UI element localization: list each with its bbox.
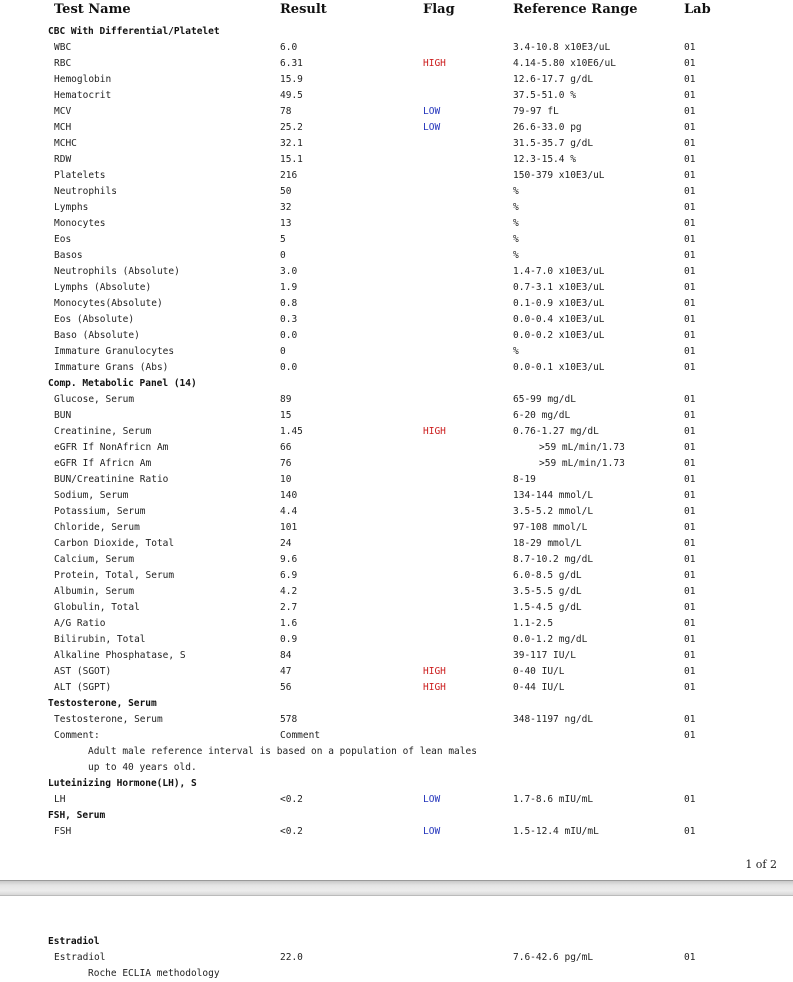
reference-range: 1.5-4.5 g/dL — [513, 602, 582, 613]
table-row — [0, 56, 793, 72]
table-row — [0, 408, 793, 424]
test-name: Potassium, Serum — [54, 506, 146, 517]
result-value: 15 — [280, 410, 292, 421]
table-row — [0, 600, 793, 616]
result-value: 216 — [280, 170, 298, 181]
table-row — [0, 792, 793, 808]
lab-code: 01 — [684, 74, 696, 85]
test-name: MCH — [54, 122, 72, 133]
reference-range: % — [513, 186, 519, 197]
comment-text: up to 40 years old. — [88, 762, 197, 773]
reference-range: 26.6-33.0 pg — [513, 122, 582, 133]
reference-range: 65-99 mg/dL — [513, 394, 576, 405]
comment-text: Adult male reference interval is based on a population of lean males — [88, 746, 477, 757]
flag: LOW — [423, 122, 441, 133]
test-name: Hemoglobin — [54, 74, 112, 85]
lab-code: 01 — [684, 952, 696, 963]
test-name: Chloride, Serum — [54, 522, 140, 533]
table-row — [0, 552, 793, 568]
header-lab: Lab — [684, 2, 711, 17]
test-name: Comment: — [54, 730, 100, 741]
table-row — [0, 168, 793, 184]
test-name: Testosterone, Serum — [54, 714, 163, 725]
table-row — [0, 328, 793, 344]
test-name: Platelets — [54, 170, 106, 181]
result-value: 84 — [280, 650, 292, 661]
test-name: FSH — [54, 826, 72, 837]
table-row — [0, 616, 793, 632]
table-row — [0, 264, 793, 280]
reference-range: 3.5-5.5 g/dL — [513, 586, 582, 597]
section-lh: Luteinizing Hormone(LH), S — [48, 778, 197, 789]
test-name: eGFR If NonAfricn Am — [54, 442, 169, 453]
lab-code: 01 — [684, 506, 696, 517]
reference-range: 18-29 mmol/L — [513, 538, 582, 549]
reference-range: 0-44 IU/L — [513, 682, 565, 693]
test-name: Basos — [54, 250, 83, 261]
table-row — [0, 824, 793, 840]
lab-code: 01 — [684, 458, 696, 469]
reference-range: 12.6-17.7 g/dL — [513, 74, 594, 85]
lab-code: 01 — [684, 202, 696, 213]
table-row — [0, 296, 793, 312]
reference-range: 0.1-0.9 x10E3/uL — [513, 298, 605, 309]
table-row — [0, 312, 793, 328]
result-value: 24 — [280, 538, 292, 549]
table-row — [0, 664, 793, 680]
reference-range: 1.4-7.0 x10E3/uL — [513, 266, 605, 277]
reference-range: % — [513, 218, 519, 229]
reference-range: 6-20 mg/dL — [513, 410, 571, 421]
lab-code: 01 — [684, 682, 696, 693]
test-name: Lymphs — [54, 202, 89, 213]
result-value: 101 — [280, 522, 298, 533]
flag: HIGH — [423, 682, 446, 693]
flag: HIGH — [423, 426, 446, 437]
reference-range: 1.5-12.4 mIU/mL — [513, 826, 599, 837]
table-row — [0, 536, 793, 552]
result-value: 578 — [280, 714, 298, 725]
test-name: A/G Ratio — [54, 618, 106, 629]
lab-code: 01 — [684, 794, 696, 805]
table-row — [0, 712, 793, 728]
result-value: 49.5 — [280, 90, 303, 101]
table-row — [0, 728, 793, 744]
lab-code: 01 — [684, 122, 696, 133]
reference-range: % — [513, 202, 519, 213]
lab-code: 01 — [684, 602, 696, 613]
lab-code: 01 — [684, 42, 696, 53]
comment-text: Roche ECLIA methodology — [88, 968, 220, 979]
section-testosterone: Testosterone, Serum — [48, 698, 157, 709]
lab-code: 01 — [684, 730, 696, 741]
result-value: 56 — [280, 682, 292, 693]
test-name: Monocytes(Absolute) — [54, 298, 163, 309]
table-row — [0, 152, 793, 168]
table-row — [0, 568, 793, 584]
result-value: <0.2 — [280, 826, 303, 837]
table-row — [0, 392, 793, 408]
result-value: 0.9 — [280, 634, 298, 645]
test-name: Eos — [54, 234, 72, 245]
test-name: AST (SGOT) — [54, 666, 112, 677]
test-name: Bilirubin, Total — [54, 634, 146, 645]
test-name: Hematocrit — [54, 90, 112, 101]
lab-code: 01 — [684, 426, 696, 437]
reference-range: 31.5-35.7 g/dL — [513, 138, 594, 149]
result-value: 0 — [280, 346, 286, 357]
table-row — [0, 40, 793, 56]
test-name: BUN — [54, 410, 72, 421]
lab-code: 01 — [684, 170, 696, 181]
reference-range: 0-40 IU/L — [513, 666, 565, 677]
section-cbc: CBC With Differential/Platelet — [48, 26, 220, 37]
lab-code: 01 — [684, 138, 696, 149]
result-value: 50 — [280, 186, 292, 197]
table-row — [0, 248, 793, 264]
reference-range: 39-117 IU/L — [513, 650, 576, 661]
table-row — [0, 120, 793, 136]
test-name: Carbon Dioxide, Total — [54, 538, 175, 549]
table-row — [0, 584, 793, 600]
section-estradiol: Estradiol — [48, 936, 100, 947]
flag: LOW — [423, 826, 441, 837]
test-name: Protein, Total, Serum — [54, 570, 175, 581]
table-row — [0, 648, 793, 664]
result-value: 76 — [280, 458, 292, 469]
reference-range: >59 mL/min/1.73 — [539, 442, 625, 453]
header-reference-range: Reference Range — [513, 2, 638, 17]
result-value: 4.4 — [280, 506, 298, 517]
test-name: BUN/Creatinine Ratio — [54, 474, 169, 485]
table-row — [0, 424, 793, 440]
reference-range: 8-19 — [513, 474, 536, 485]
result-value: 9.6 — [280, 554, 298, 565]
table-row — [0, 344, 793, 360]
table-row — [0, 216, 793, 232]
lab-code: 01 — [684, 362, 696, 373]
result-value: Comment — [280, 730, 321, 741]
lab-code: 01 — [684, 106, 696, 117]
table-row — [0, 680, 793, 696]
flag: LOW — [423, 106, 441, 117]
lab-code: 01 — [684, 490, 696, 501]
reference-range: % — [513, 346, 519, 357]
section-cmp: Comp. Metabolic Panel (14) — [48, 378, 197, 389]
table-row — [0, 232, 793, 248]
lab-code: 01 — [684, 282, 696, 293]
lab-code: 01 — [684, 666, 696, 677]
result-value: <0.2 — [280, 794, 303, 805]
result-value: 1.6 — [280, 618, 298, 629]
reference-range: 1.7-8.6 mIU/mL — [513, 794, 594, 805]
reference-range: 150-379 x10E3/uL — [513, 170, 605, 181]
test-name: Lymphs (Absolute) — [54, 282, 152, 293]
reference-range: 6.0-8.5 g/dL — [513, 570, 582, 581]
test-name: eGFR If Africn Am — [54, 458, 152, 469]
page-break — [0, 880, 793, 896]
lab-code: 01 — [684, 826, 696, 837]
header-result: Result — [280, 2, 327, 17]
table-row — [0, 520, 793, 536]
result-value: 15.1 — [280, 154, 303, 165]
header-test-name: Test Name — [54, 2, 131, 17]
result-value: 2.7 — [280, 602, 298, 613]
lab-code: 01 — [684, 90, 696, 101]
reference-range: 4.14-5.80 x10E6/uL — [513, 58, 616, 69]
result-value: 10 — [280, 474, 292, 485]
reference-range: 348-1197 ng/dL — [513, 714, 594, 725]
test-name: Glucose, Serum — [54, 394, 135, 405]
flag: HIGH — [423, 666, 446, 677]
lab-code: 01 — [684, 298, 696, 309]
result-value: 0.8 — [280, 298, 298, 309]
reference-range: 37.5-51.0 % — [513, 90, 576, 101]
test-name: Calcium, Serum — [54, 554, 135, 565]
test-name: Monocytes — [54, 218, 106, 229]
lab-code: 01 — [684, 58, 696, 69]
lab-code: 01 — [684, 234, 696, 245]
flag: LOW — [423, 794, 441, 805]
reference-range: 79-97 fL — [513, 106, 559, 117]
lab-code: 01 — [684, 650, 696, 661]
test-name: MCV — [54, 106, 72, 117]
table-row — [0, 104, 793, 120]
lab-code: 01 — [684, 218, 696, 229]
result-value: 4.2 — [280, 586, 298, 597]
report-page-2 — [0, 896, 793, 979]
result-value: 6.31 — [280, 58, 303, 69]
lab-code: 01 — [684, 522, 696, 533]
result-value: 140 — [280, 490, 298, 501]
table-row — [0, 280, 793, 296]
lab-code: 01 — [684, 634, 696, 645]
result-value: 0.0 — [280, 362, 298, 373]
reference-range: 7.6-42.6 pg/mL — [513, 952, 594, 963]
test-name: Eos (Absolute) — [54, 314, 135, 325]
lab-code: 01 — [684, 186, 696, 197]
result-value: 32.1 — [280, 138, 303, 149]
result-value: 25.2 — [280, 122, 303, 133]
reference-range: 0.76-1.27 mg/dL — [513, 426, 599, 437]
section-fsh: FSH, Serum — [48, 810, 106, 821]
lab-code: 01 — [684, 714, 696, 725]
test-name: Estradiol — [54, 952, 106, 963]
page-number: 1 of 2 — [745, 858, 777, 871]
test-name: RDW — [54, 154, 72, 165]
table-row — [0, 88, 793, 104]
reference-range: 0.0-1.2 mg/dL — [513, 634, 588, 645]
reference-range: >59 mL/min/1.73 — [539, 458, 625, 469]
test-name: Neutrophils — [54, 186, 117, 197]
test-name: Immature Granulocytes — [54, 346, 175, 357]
lab-code: 01 — [684, 154, 696, 165]
reference-range: 8.7-10.2 mg/dL — [513, 554, 594, 565]
table-row — [0, 488, 793, 504]
lab-code: 01 — [684, 330, 696, 341]
lab-code: 01 — [684, 570, 696, 581]
table-row — [0, 200, 793, 216]
test-name: Creatinine, Serum — [54, 426, 152, 437]
reference-range: 134-144 mmol/L — [513, 490, 594, 501]
lab-code: 01 — [684, 250, 696, 261]
test-name: Albumin, Serum — [54, 586, 135, 597]
test-name: Immature Grans (Abs) — [54, 362, 169, 373]
table-row — [0, 360, 793, 376]
table-row — [0, 440, 793, 456]
lab-code: 01 — [684, 554, 696, 565]
table-row — [0, 184, 793, 200]
test-name: MCHC — [54, 138, 77, 149]
lab-code: 01 — [684, 314, 696, 325]
header-flag: Flag — [423, 2, 455, 17]
result-value: 1.45 — [280, 426, 303, 437]
reference-range: 0.0-0.1 x10E3/uL — [513, 362, 605, 373]
result-value: 66 — [280, 442, 292, 453]
result-value: 6.0 — [280, 42, 298, 53]
reference-range: 97-108 mmol/L — [513, 522, 588, 533]
lab-code: 01 — [684, 346, 696, 357]
result-value: 89 — [280, 394, 292, 405]
result-value: 1.9 — [280, 282, 298, 293]
table-row — [0, 632, 793, 648]
result-value: 0 — [280, 250, 286, 261]
table-row — [0, 950, 793, 966]
reference-range: 12.3-15.4 % — [513, 154, 576, 165]
result-value: 3.0 — [280, 266, 298, 277]
flag: HIGH — [423, 58, 446, 69]
table-row — [0, 456, 793, 472]
lab-code: 01 — [684, 266, 696, 277]
reference-range: 0.0-0.2 x10E3/uL — [513, 330, 605, 341]
lab-code: 01 — [684, 442, 696, 453]
table-row — [0, 472, 793, 488]
lab-code: 01 — [684, 586, 696, 597]
reference-range: % — [513, 234, 519, 245]
test-name: Globulin, Total — [54, 602, 140, 613]
test-name: Sodium, Serum — [54, 490, 129, 501]
result-value: 13 — [280, 218, 292, 229]
result-value: 15.9 — [280, 74, 303, 85]
lab-code: 01 — [684, 474, 696, 485]
reference-range: 3.5-5.2 mmol/L — [513, 506, 594, 517]
result-value: 47 — [280, 666, 292, 677]
result-value: 5 — [280, 234, 286, 245]
test-name: WBC — [54, 42, 72, 53]
reference-range: 1.1-2.5 — [513, 618, 554, 629]
test-name: LH — [54, 794, 66, 805]
lab-code: 01 — [684, 394, 696, 405]
lab-code: 01 — [684, 618, 696, 629]
reference-range: 0.7-3.1 x10E3/uL — [513, 282, 605, 293]
table-row — [0, 72, 793, 88]
reference-range: 0.0-0.4 x10E3/uL — [513, 314, 605, 325]
lab-code: 01 — [684, 538, 696, 549]
test-name: Alkaline Phosphatase, S — [54, 650, 186, 661]
reference-range: 3.4-10.8 x10E3/uL — [513, 42, 611, 53]
test-name: RBC — [54, 58, 72, 69]
result-value: 22.0 — [280, 952, 303, 963]
test-name: Baso (Absolute) — [54, 330, 140, 341]
result-value: 0.3 — [280, 314, 298, 325]
test-name: Neutrophils (Absolute) — [54, 266, 180, 277]
result-value: 6.9 — [280, 570, 298, 581]
table-row — [0, 504, 793, 520]
table-row — [0, 136, 793, 152]
result-value: 0.0 — [280, 330, 298, 341]
lab-code: 01 — [684, 410, 696, 421]
test-name: ALT (SGPT) — [54, 682, 112, 693]
result-value: 32 — [280, 202, 292, 213]
reference-range: % — [513, 250, 519, 261]
result-value: 78 — [280, 106, 292, 117]
